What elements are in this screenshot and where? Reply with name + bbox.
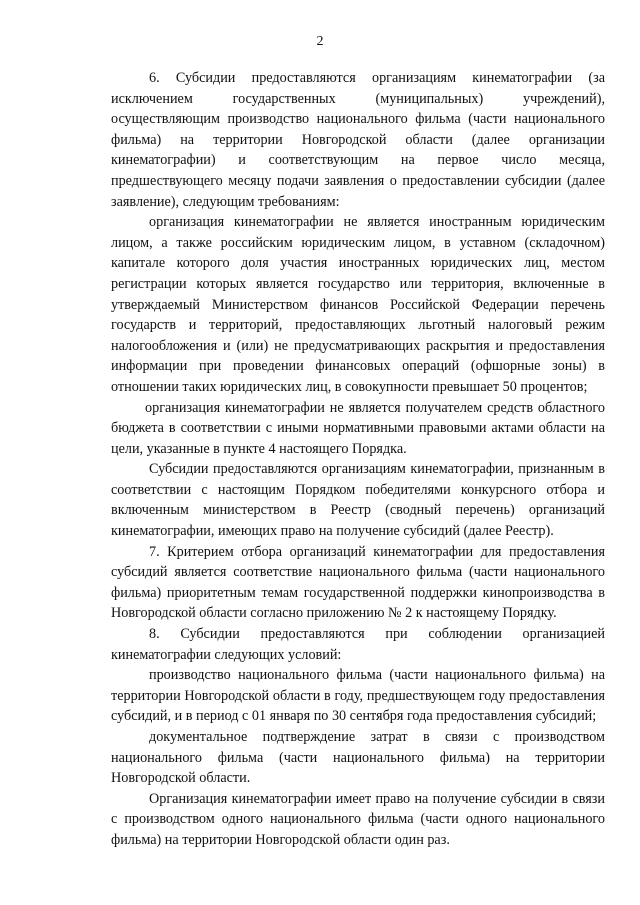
page-number: 2 [316,34,324,49]
paragraph-once-right: Организация кинематографии имеет право на получение субсидии в связи с производством одного национального фильма (части одного национального фильма) на территории Новгородской области один раз. [111,790,605,848]
paragraph-8-conditions: 8. Субсидии предоставляются при соблюдении организацией кинематографии следующих условий: [111,626,605,663]
paragraph-condition-documentation: документальное подтверждение затрат в связи с производством национального фильма (части национального фильма) на территории Новгородской области. [111,729,605,787]
paragraph-6-subsidies: 6. Субсидии предоставляются организациям кинематографии (за исключением государственных (муниципальных) учреждений), осуществляющим производство национального фильма (части национального фильма) на территории Новгородской области (далее организации кинематографии) и соответствующим на первое число месяца, предшествующего месяцу подачи заявления о предоставлении субсидии (далее заявление), следующим требованиям: [111,70,605,210]
paragraph-requirement-not-recipient: организация кинематографии не является получателем средств областного бюджета в соответствии с иными нормативными правовыми актами области на цели, указанные в пункте 4 настоящего Порядка. [111,399,605,457]
paragraph-requirement-not-foreign: организация кинематографии не является иностранным юридическим лицом, а также российским юридическим лицом, в уставном (складочном) капитале которого доля участия иностранных юридических лиц, местом регистрации которых является государство или территория, включенные в утверждаемый Министерством финансов Российской Федерации перечень государств и территорий, предоставляющих льготный налоговый режим налогообложения и (или) не предусматривающих раскрытия и предоставления информации при проведении финансовых операций (офшорные зоны) в отношении таких юридических лиц, в совокупности превышает 50 процентов; [111,214,605,395]
document-body [111,68,605,851]
paragraph-registry: Субсидии предоставляются организациям кинематографии, признанным в соответствии с настоящим Порядком победителями конкурсного отбора и включенным министерством в Реестр (сводный перечень) организаций кинематографии, имеющих право на получение субсидий (далее Реестр). [111,461,605,540]
paragraph-condition-production: производство национального фильма (части национального фильма) на территории Новгородской области в году, предшествующем году предоставления субсидий, и в период с 01 января по 30 сентября года предоставления субсидий; [111,667,605,725]
paragraph-7-criterion: 7. Критерием отбора организаций кинематографии для предоставления субсидий является соответствие национального фильма (части национального фильма) приоритетным темам государственной поддержки кинопроизводства в Новгородской области согласно приложению № 2 к настоящему Порядку. [111,543,605,622]
